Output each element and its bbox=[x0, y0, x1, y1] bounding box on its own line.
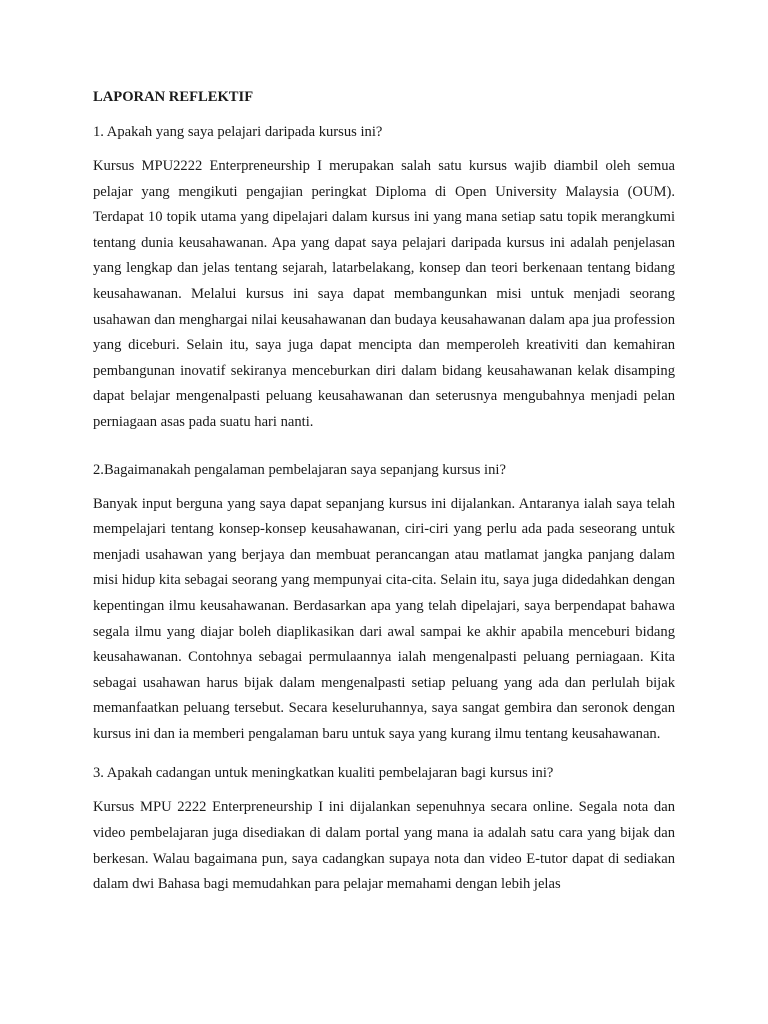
document-body bbox=[93, 84, 675, 911]
document-title: LAPORAN REFLEKTIF bbox=[93, 89, 254, 105]
answer-1: Kursus MPU2222 Enterpreneurship I merupakan salah satu kursus wajib diambil oleh semua pelajar yang mengikuti pengajian peringkat Diploma di Open University Malaysia (OUM). Terdapat 10 topik utama yang dipelajari dalam kursus ini yang mana setiap satu topik merangkumi tentang dunia keusahawanan. Apa yang dapat saya pelajari daripada kursus ini adalah penjelasan yang lengkap dan jelas tentang sejarah, latarbelakang, konsep dan teori berkenaan tentang bidang keusahawanan. Melalui kursus ini saya dapat membangunkan misi untuk menjadi seorang usahawan dan menghargai nilai keusahawanan dan budaya keusahawanan dalam apa jua profession yang diceburi. Selain itu, saya juga dapat mencipta dan memperoleh kreativiti dan kemahiran pembangunan inovatif sekiranya menceburkan diri dalam bidang keusahawanan kelak disamping dapat belajar mengenalpasti peluang keusahawanan dan seterusnya mengubahnya menjadi pelan perniagaan asas pada suatu hari nanti. bbox=[93, 158, 675, 430]
question-1: 1. Apakah yang saya pelajari daripada kursus ini? bbox=[93, 124, 383, 140]
question-3: 3. Apakah cadangan untuk meningkatkan kualiti pembelajaran bagi kursus ini? bbox=[93, 765, 554, 782]
answer-2: Banyak input berguna yang saya dapat sepanjang kursus ini dijalankan. Antaranya ialah saya telah mempelajari tentang konsep-konsep keusahawanan, ciri-ciri yang perlu ada pada seseorang untuk menjadi usahawan yang berjaya dan membuat perancangan atau matlamat jangka panjang dalam misi hidup kita sebagai seorang yang mempunyai cita-cita. Selain itu, saya juga didedahkan dengan kepentingan ilmu keusahawanan. Berdasarkan apa yang telah dipelajari, saya berpendapat bahawa segala ilmu yang diajar boleh diaplikasikan dari awal sampai ke akhir apabila menceburi bidang keusahawanan. Contohnya sebagai permulaannya ialah mengenalpasti peluang perniagaan. Kita sebagai usahawan harus bijak dalam mengenalpasti setiap peluang yang ada dan perlulah bijak memanfaatkan peluang tersebut. Secara keseluruhannya, saya sangat gembira dan seronok dengan kursus ini dan ia memberi pengalaman baru untuk saya yang kurang ilmu tentang keusahawanan. bbox=[93, 495, 675, 742]
answer-3: Kursus MPU 2222 Enterpreneurship I ini dijalankan sepenuhnya secara online. Segala nota dan video pembelajaran juga disediakan di dalam portal yang mana ia adalah satu cara yang bijak dan berkesan. Walau bagaimana pun, saya cadangkan supaya nota dan video E-tutor dapat di sediakan dalam dwi Bahasa bagi memudahkan para pelajar memahami dengan lebih jelas bbox=[93, 799, 675, 893]
question-2: 2.Bagaimanakah pengalaman pembelajaran saya sepanjang kursus ini? bbox=[93, 461, 506, 478]
